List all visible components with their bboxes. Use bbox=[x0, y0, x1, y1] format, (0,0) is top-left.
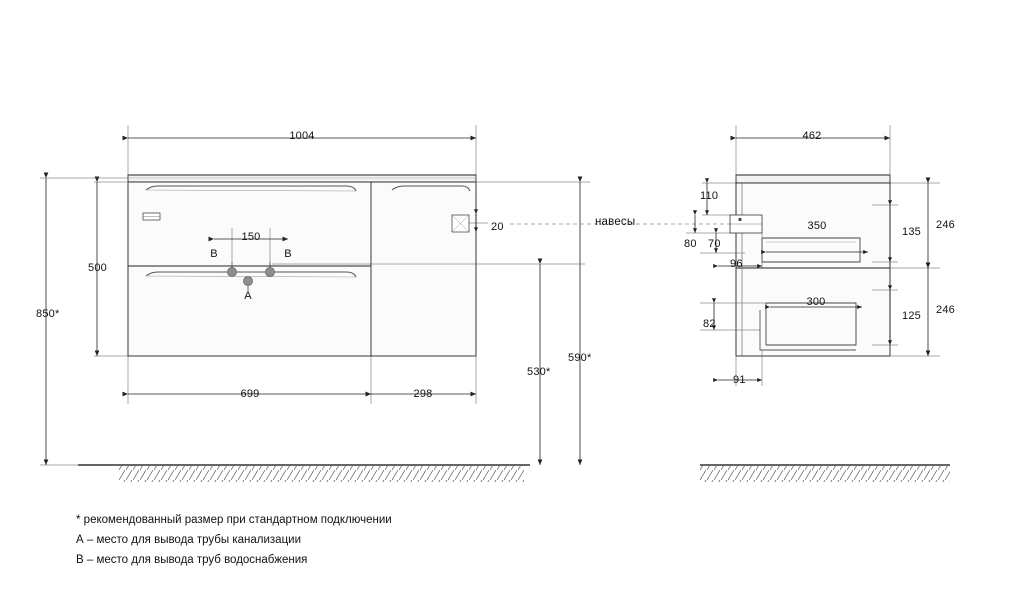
dim-side-drawer-upper: 350 bbox=[807, 220, 827, 232]
dim-side-96: 96 bbox=[730, 258, 743, 270]
legend-line-1: * рекомендованный размер при стандартном подключении bbox=[76, 514, 392, 526]
legend-line-3: В – место для вывода труб водоснабжения bbox=[76, 554, 308, 566]
dim-side-82: 82 bbox=[703, 318, 716, 330]
dim-front-height-590: 590* bbox=[568, 352, 592, 364]
marker-a: A bbox=[244, 290, 252, 302]
dim-side-depth-total: 462 bbox=[802, 130, 822, 142]
marker-b-right: B bbox=[284, 248, 292, 260]
dim-side-70: 70 bbox=[708, 238, 721, 250]
dim-side-80: 80 bbox=[684, 238, 697, 250]
dim-front-height-total: 850* bbox=[36, 308, 60, 320]
dim-side-drawer-lower: 300 bbox=[806, 296, 826, 308]
marker-b-left: B bbox=[210, 248, 218, 260]
dim-side-246-top: 246 bbox=[936, 219, 955, 231]
dim-side-125: 125 bbox=[902, 310, 921, 322]
legend-line-2: А – место для вывода трубы канализации bbox=[76, 534, 302, 546]
dim-side-135: 135 bbox=[902, 226, 921, 238]
label-hangers: навесы bbox=[595, 216, 636, 228]
dim-front-depth-offset: 20 bbox=[491, 221, 504, 233]
dim-front-drawer-right: 298 bbox=[413, 388, 433, 400]
dim-side-110: 110 bbox=[700, 190, 719, 202]
dim-front-height-530: 530* bbox=[527, 366, 551, 378]
dim-front-total-width: 1004 bbox=[289, 130, 315, 142]
dim-front-inner-spacing: 150 bbox=[241, 231, 261, 243]
dim-front-height-main: 500 bbox=[88, 262, 107, 274]
dim-side-91: 91 bbox=[733, 374, 746, 386]
dim-side-246-bottom: 246 bbox=[936, 304, 955, 316]
dim-front-drawer-left: 699 bbox=[240, 388, 260, 400]
